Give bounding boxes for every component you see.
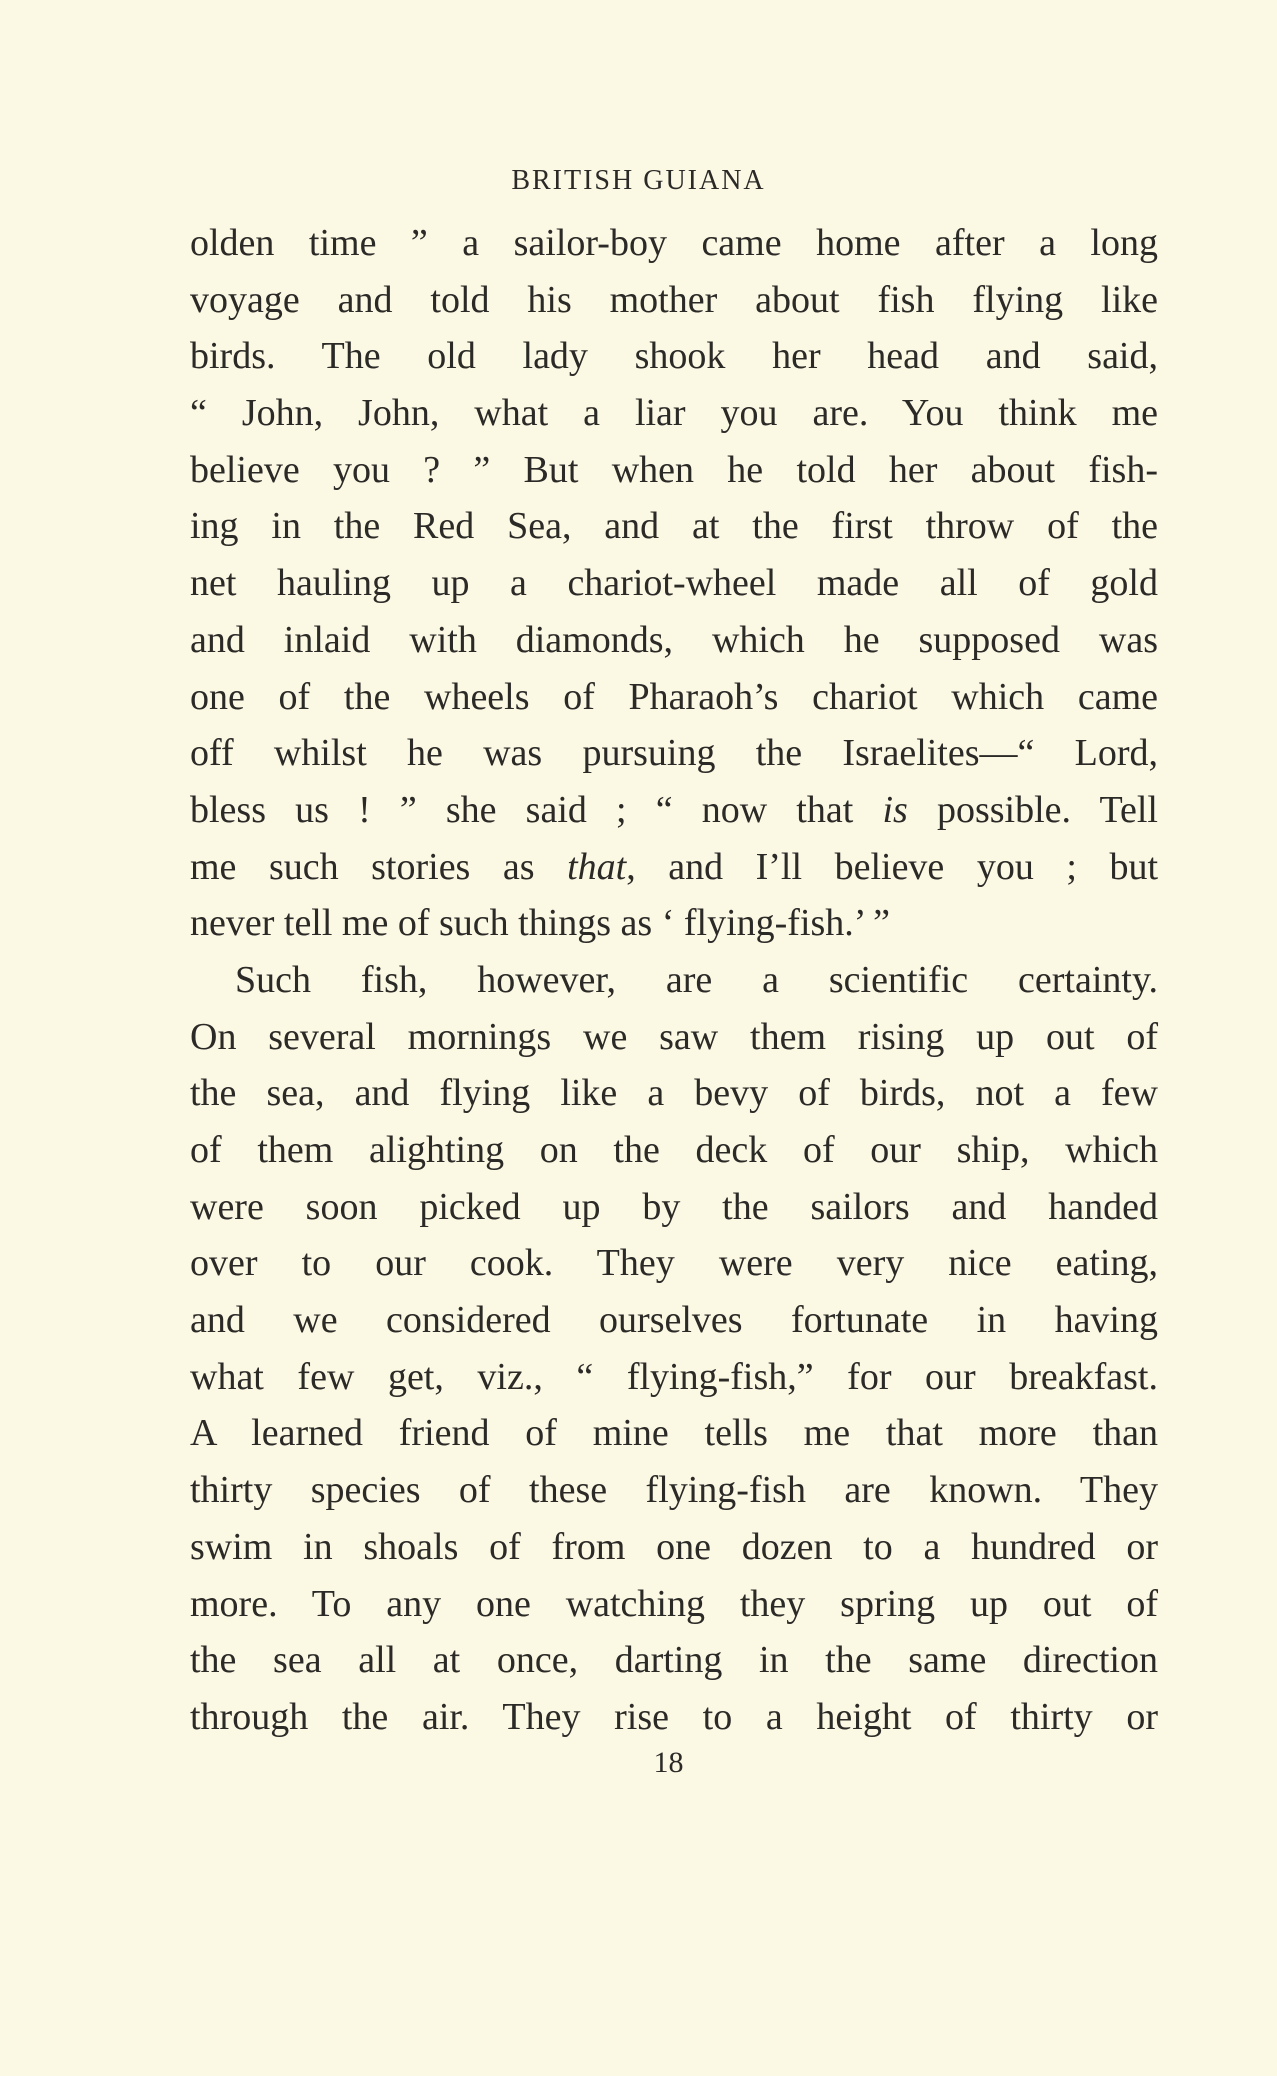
text-segment: bless us ! ” she said ; “ now that [190,788,883,831]
text-line: believe you ? ” But when he told her about fish- [190,448,1158,491]
text-line: net hauling up a chariot-wheel made all of gold [190,562,1158,605]
text-line [190,782,1158,839]
text-line [190,839,1158,896]
body-text [190,215,1158,1746]
text-line: what few get, viz., “ flying-fish,” for our breakfast. [190,1355,1158,1398]
text-line: more. To any one watching they spring up out of [190,1582,1158,1625]
text-line: off whilst he was pursuing the Israelites—“ Lord, [190,732,1158,775]
text-line: swim in shoals of from one dozen to a hundred or [190,1525,1158,1568]
text-line: voyage and told his mother about fish flying like [190,278,1158,321]
text-line: of them alighting on the deck of our ship, which [190,1129,1158,1171]
text-line: one of the wheels of Pharaoh’s chariot which came [190,675,1158,718]
text-line: never tell me of such things as ‘ flying-fish.’ ” [190,902,890,945]
text-line: olden time ” a sailor-boy came home after a long [190,222,1158,264]
italic-word: is [882,788,908,831]
text-line: over to our cook. They were very nice eating, [190,1242,1158,1285]
text-segment: possible. Tell [907,788,1158,831]
text-line: and we considered ourselves fortunate in having [190,1299,1158,1342]
text-line: were soon picked up by the sailors and handed [190,1185,1158,1228]
text-line: “ John, John, what a liar you are. You think me [190,392,1158,435]
text-segment: me such stories as [190,845,568,888]
italic-word: that [567,845,627,888]
text-line: On several mornings we saw them rising up out of [190,1015,1158,1058]
text-line: the sea all at once, darting in the same direction [190,1639,1158,1682]
text-line: thirty species of these flying-fish are known. They [190,1469,1158,1512]
page-number: 18 [653,1746,684,1779]
text-line: ing in the Red Sea, and at the first throw of the [190,505,1158,548]
text-line: through the air. They rise to a height of thirty or [190,1695,1158,1738]
running-head: BRITISH GUIANA [511,165,766,196]
text-line: and inlaid with diamonds, which he supposed was [190,618,1158,661]
text-line: birds. The old lady shook her head and said, [190,335,1158,378]
text-line: A learned friend of mine tells me that more than [190,1412,1158,1455]
text-line: Such fish, however, are a scientific certainty. [235,958,1158,1001]
text-segment: , and I’ll believe you ; but [626,845,1159,888]
text-line: the sea, and flying like a bevy of birds, not a few [190,1072,1158,1115]
